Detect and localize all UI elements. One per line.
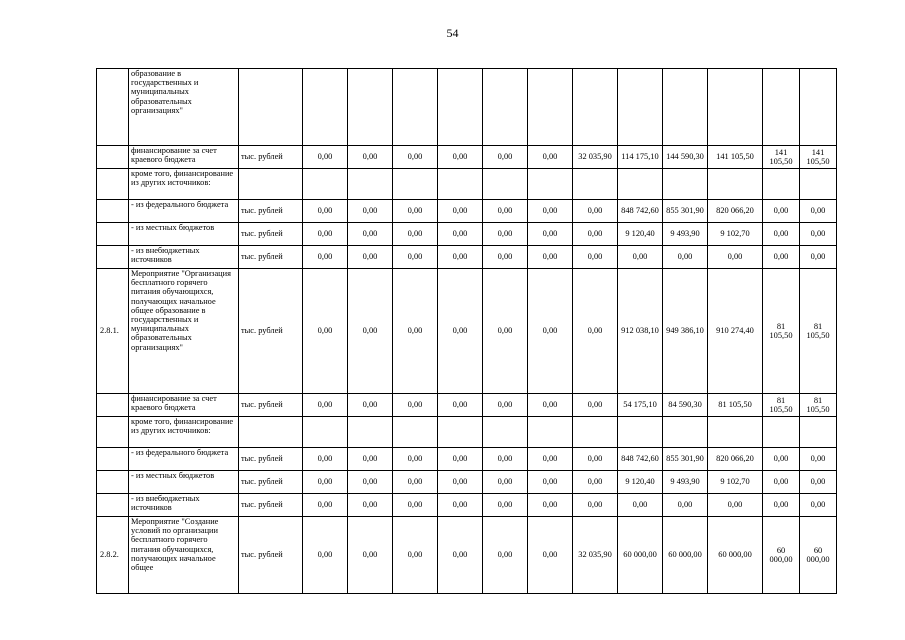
- value-cell: 0,00: [800, 448, 837, 471]
- value-cell: 0,00: [800, 494, 837, 517]
- unit-cell: тыс. рублей: [239, 517, 303, 594]
- item-name-cell: - из внебюджетных источников: [129, 246, 239, 269]
- row-number-cell: [97, 417, 129, 448]
- value-cell: [763, 69, 800, 146]
- value-cell: 848 742,60: [618, 448, 663, 471]
- value-cell: 81 105,50: [763, 269, 800, 394]
- value-cell: 0,00: [438, 471, 483, 494]
- value-cell: 0,00: [573, 448, 618, 471]
- value-cell: 0,00: [483, 223, 528, 246]
- unit-cell: тыс. рублей: [239, 269, 303, 394]
- value-cell: [708, 417, 763, 448]
- value-cell: 60 000,00: [708, 517, 763, 594]
- value-cell: 32 035,90: [573, 517, 618, 594]
- value-cell: 81 105,50: [763, 394, 800, 417]
- value-cell: 9 120,40: [618, 471, 663, 494]
- item-name-cell: Мероприятие "Организация бесплатного горячего питания обучающихся, получающих начальное общее образование в государственных и муниципальных образовательных организациях": [129, 269, 239, 394]
- value-cell: [303, 169, 348, 200]
- value-cell: 114 175,10: [618, 146, 663, 169]
- value-cell: [800, 417, 837, 448]
- value-cell: [393, 69, 438, 146]
- value-cell: 0,00: [800, 471, 837, 494]
- value-cell: 9 493,90: [663, 471, 708, 494]
- value-cell: [763, 417, 800, 448]
- row-number-cell: [97, 146, 129, 169]
- value-cell: 0,00: [573, 200, 618, 223]
- table-row: [97, 394, 837, 417]
- row-number-cell: [97, 448, 129, 471]
- unit-cell: тыс. рублей: [239, 394, 303, 417]
- value-cell: 0,00: [438, 494, 483, 517]
- value-cell: 0,00: [348, 223, 393, 246]
- unit-cell: тыс. рублей: [239, 494, 303, 517]
- value-cell: 60 000,00: [800, 517, 837, 594]
- value-cell: 0,00: [573, 246, 618, 269]
- value-cell: 0,00: [483, 200, 528, 223]
- value-cell: 0,00: [438, 223, 483, 246]
- value-cell: [528, 69, 573, 146]
- value-cell: 0,00: [800, 246, 837, 269]
- value-cell: [303, 417, 348, 448]
- unit-cell: [239, 417, 303, 448]
- value-cell: 0,00: [303, 494, 348, 517]
- value-cell: 0,00: [303, 471, 348, 494]
- item-name-cell: кроме того, финансирование из других источников:: [129, 417, 239, 448]
- value-cell: 0,00: [348, 494, 393, 517]
- item-name-cell: - из федерального бюджета: [129, 200, 239, 223]
- value-cell: 0,00: [483, 517, 528, 594]
- row-number-cell: [97, 169, 129, 200]
- value-cell: [483, 169, 528, 200]
- value-cell: 848 742,60: [618, 200, 663, 223]
- value-cell: 0,00: [528, 494, 573, 517]
- item-name-cell: - из внебюджетных источников: [129, 494, 239, 517]
- unit-cell: тыс. рублей: [239, 223, 303, 246]
- value-cell: 0,00: [303, 246, 348, 269]
- item-name-cell: кроме того, финансирование из других источников:: [129, 169, 239, 200]
- value-cell: 0,00: [528, 200, 573, 223]
- value-cell: 855 301,90: [663, 448, 708, 471]
- value-cell: 60 000,00: [763, 517, 800, 594]
- value-cell: 0,00: [393, 246, 438, 269]
- value-cell: 0,00: [528, 223, 573, 246]
- value-cell: 0,00: [763, 448, 800, 471]
- item-name-cell: - из местных бюджетов: [129, 223, 239, 246]
- value-cell: 60 000,00: [663, 517, 708, 594]
- value-cell: 0,00: [348, 146, 393, 169]
- table-row: [97, 223, 837, 246]
- row-number-cell: [97, 394, 129, 417]
- value-cell: [393, 417, 438, 448]
- value-cell: 0,00: [573, 494, 618, 517]
- value-cell: [663, 417, 708, 448]
- value-cell: 910 274,40: [708, 269, 763, 394]
- value-cell: 820 066,20: [708, 200, 763, 223]
- value-cell: 0,00: [663, 494, 708, 517]
- value-cell: [438, 417, 483, 448]
- value-cell: 0,00: [663, 246, 708, 269]
- row-number-cell: 2.8.2.: [97, 517, 129, 594]
- value-cell: 0,00: [618, 246, 663, 269]
- value-cell: 141 105,50: [708, 146, 763, 169]
- value-cell: 949 386,10: [663, 269, 708, 394]
- row-number-cell: [97, 471, 129, 494]
- value-cell: 0,00: [573, 471, 618, 494]
- value-cell: 0,00: [348, 269, 393, 394]
- value-cell: 0,00: [483, 494, 528, 517]
- value-cell: 0,00: [393, 200, 438, 223]
- value-cell: [618, 69, 663, 146]
- value-cell: 141 105,50: [763, 146, 800, 169]
- value-cell: 0,00: [438, 394, 483, 417]
- value-cell: 0,00: [763, 223, 800, 246]
- item-name-cell: - из местных бюджетов: [129, 471, 239, 494]
- value-cell: 0,00: [573, 223, 618, 246]
- value-cell: 144 590,30: [663, 146, 708, 169]
- value-cell: 0,00: [393, 494, 438, 517]
- value-cell: [708, 169, 763, 200]
- value-cell: 0,00: [528, 517, 573, 594]
- item-name-cell: Мероприятие "Создание условий по организации бесплатного горячего питания обучающихся, получающих начальное общее: [129, 517, 239, 594]
- value-cell: [348, 169, 393, 200]
- value-cell: [573, 169, 618, 200]
- value-cell: [348, 69, 393, 146]
- value-cell: [528, 417, 573, 448]
- value-cell: [303, 69, 348, 146]
- unit-cell: [239, 169, 303, 200]
- unit-cell: [239, 69, 303, 146]
- value-cell: 9 102,70: [708, 223, 763, 246]
- table-row: [97, 169, 837, 200]
- table-row: [97, 448, 837, 471]
- value-cell: [573, 417, 618, 448]
- value-cell: [483, 417, 528, 448]
- value-cell: 0,00: [708, 246, 763, 269]
- value-cell: [708, 69, 763, 146]
- value-cell: [348, 417, 393, 448]
- value-cell: 0,00: [438, 517, 483, 594]
- value-cell: 81 105,50: [708, 394, 763, 417]
- value-cell: 0,00: [528, 269, 573, 394]
- value-cell: [393, 169, 438, 200]
- value-cell: 0,00: [303, 146, 348, 169]
- value-cell: 0,00: [483, 269, 528, 394]
- row-number-cell: [97, 494, 129, 517]
- value-cell: 54 175,10: [618, 394, 663, 417]
- item-name-cell: финансирование за счет краевого бюджета: [129, 394, 239, 417]
- table-row: [97, 417, 837, 448]
- table-row: [97, 471, 837, 494]
- value-cell: [663, 69, 708, 146]
- value-cell: 0,00: [438, 269, 483, 394]
- value-cell: 9 102,70: [708, 471, 763, 494]
- value-cell: 0,00: [393, 448, 438, 471]
- value-cell: 0,00: [528, 146, 573, 169]
- value-cell: 9 120,40: [618, 223, 663, 246]
- value-cell: 0,00: [438, 200, 483, 223]
- value-cell: 0,00: [763, 494, 800, 517]
- row-number-cell: [97, 69, 129, 146]
- value-cell: 0,00: [573, 269, 618, 394]
- value-cell: 0,00: [438, 246, 483, 269]
- table-row: [97, 517, 837, 594]
- value-cell: 60 000,00: [618, 517, 663, 594]
- value-cell: 84 590,30: [663, 394, 708, 417]
- value-cell: 9 493,90: [663, 223, 708, 246]
- value-cell: [800, 69, 837, 146]
- value-cell: [618, 169, 663, 200]
- value-cell: 855 301,90: [663, 200, 708, 223]
- value-cell: 0,00: [800, 200, 837, 223]
- value-cell: [483, 69, 528, 146]
- value-cell: 0,00: [483, 394, 528, 417]
- value-cell: 0,00: [483, 471, 528, 494]
- value-cell: 0,00: [483, 246, 528, 269]
- value-cell: 0,00: [800, 223, 837, 246]
- value-cell: 0,00: [438, 146, 483, 169]
- value-cell: 0,00: [393, 223, 438, 246]
- value-cell: 0,00: [393, 394, 438, 417]
- value-cell: [618, 417, 663, 448]
- value-cell: 0,00: [618, 494, 663, 517]
- value-cell: [438, 69, 483, 146]
- value-cell: [438, 169, 483, 200]
- value-cell: 0,00: [393, 471, 438, 494]
- table-row: [97, 146, 837, 169]
- value-cell: 0,00: [528, 448, 573, 471]
- value-cell: 0,00: [483, 146, 528, 169]
- value-cell: 0,00: [348, 394, 393, 417]
- table-row: [97, 246, 837, 269]
- value-cell: 0,00: [528, 246, 573, 269]
- value-cell: 0,00: [348, 246, 393, 269]
- value-cell: 0,00: [303, 394, 348, 417]
- value-cell: 0,00: [348, 200, 393, 223]
- value-cell: [800, 169, 837, 200]
- value-cell: 0,00: [573, 394, 618, 417]
- value-cell: [528, 169, 573, 200]
- unit-cell: тыс. рублей: [239, 471, 303, 494]
- value-cell: 0,00: [303, 223, 348, 246]
- table-row: [97, 269, 837, 394]
- value-cell: 0,00: [303, 517, 348, 594]
- value-cell: 0,00: [763, 471, 800, 494]
- unit-cell: тыс. рублей: [239, 146, 303, 169]
- value-cell: [763, 169, 800, 200]
- value-cell: 0,00: [763, 246, 800, 269]
- unit-cell: тыс. рублей: [239, 448, 303, 471]
- unit-cell: тыс. рублей: [239, 246, 303, 269]
- value-cell: 32 035,90: [573, 146, 618, 169]
- value-cell: 0,00: [438, 448, 483, 471]
- value-cell: 0,00: [393, 517, 438, 594]
- page-number: 54: [446, 26, 459, 40]
- row-number-cell: [97, 200, 129, 223]
- value-cell: [663, 169, 708, 200]
- row-number-cell: [97, 223, 129, 246]
- value-cell: 141 105,50: [800, 146, 837, 169]
- value-cell: 81 105,50: [800, 269, 837, 394]
- value-cell: 0,00: [303, 448, 348, 471]
- row-number-cell: 2.8.1.: [97, 269, 129, 394]
- item-name-cell: образование в государственных и муниципальных образовательных организациях": [129, 69, 239, 146]
- item-name-cell: финансирование за счет краевого бюджета: [129, 146, 239, 169]
- value-cell: 0,00: [348, 517, 393, 594]
- budget-table: [96, 68, 837, 594]
- value-cell: 820 066,20: [708, 448, 763, 471]
- value-cell: 0,00: [303, 200, 348, 223]
- table-row: [97, 69, 837, 146]
- unit-cell: тыс. рублей: [239, 200, 303, 223]
- value-cell: 0,00: [303, 269, 348, 394]
- value-cell: 0,00: [763, 200, 800, 223]
- value-cell: 0,00: [348, 471, 393, 494]
- value-cell: 0,00: [528, 471, 573, 494]
- value-cell: 0,00: [528, 394, 573, 417]
- value-cell: 0,00: [483, 448, 528, 471]
- row-number-cell: [97, 246, 129, 269]
- value-cell: 0,00: [708, 494, 763, 517]
- value-cell: 81 105,50: [800, 394, 837, 417]
- value-cell: 912 038,10: [618, 269, 663, 394]
- table-row: [97, 200, 837, 223]
- value-cell: [573, 69, 618, 146]
- item-name-cell: - из федерального бюджета: [129, 448, 239, 471]
- value-cell: 0,00: [393, 146, 438, 169]
- value-cell: 0,00: [348, 448, 393, 471]
- value-cell: 0,00: [393, 269, 438, 394]
- table-row: [97, 494, 837, 517]
